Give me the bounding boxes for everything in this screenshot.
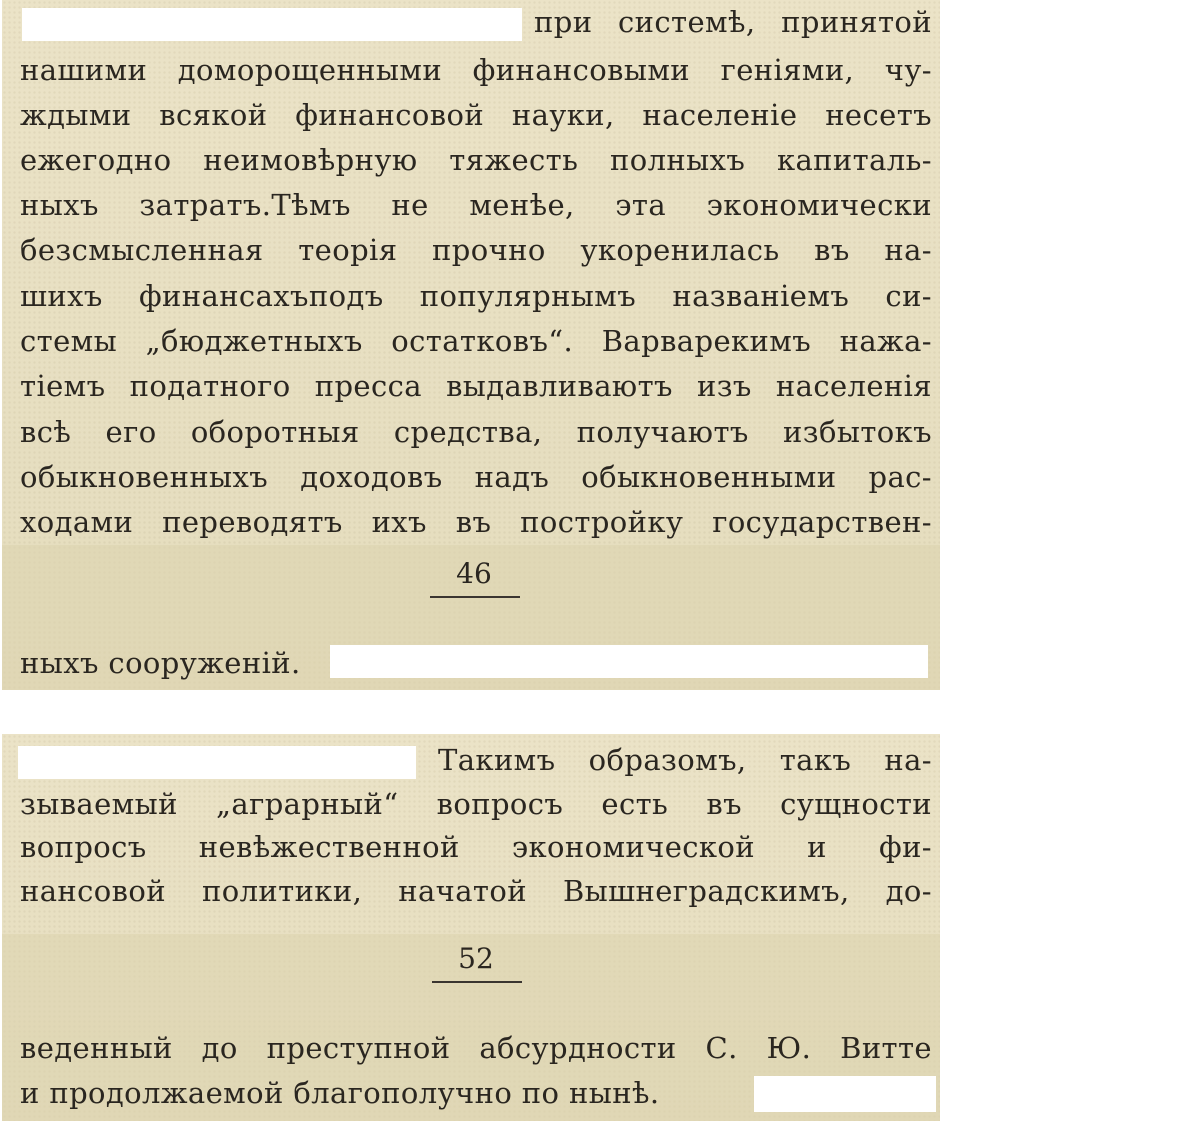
text-line: всѣ его оборотныя средства, получаютъ избытокъ (20, 415, 932, 449)
text-line: веденный до преступной абсурдности С. Ю. Витте (20, 1031, 932, 1065)
text-line: шихъ финансахъподъ популярнымъ названіемъ си- (20, 279, 932, 313)
text-line: обыкновенныхъ доходовъ надъ обыкновенными рас- (20, 460, 932, 494)
text-line: зываемый „аграрный“ вопросъ есть въ сущности (20, 787, 932, 821)
text-line: безсмысленная теорія прочно укоренилась въ на- (20, 233, 932, 267)
redaction-box (754, 1076, 936, 1112)
page-number: 46 (456, 557, 492, 590)
scan-fragment-top (2, 0, 940, 690)
text-line: ходами переводятъ ихъ въ постройку государствен- (20, 505, 932, 539)
text-line: вопросъ невѣжественной экономической и фи- (20, 830, 932, 864)
page-number: 52 (458, 942, 494, 975)
text-line: ждыми всякой финансовой науки, населеніе несетъ (20, 98, 932, 132)
redaction-box (330, 645, 928, 678)
text-line: ежегодно неимовѣрную тяжесть полныхъ капиталь- (20, 143, 932, 177)
text-line: при системѣ, принятой (534, 5, 932, 39)
text-line: Такимъ образомъ, такъ на- (438, 743, 932, 777)
page-number-rule (432, 981, 522, 983)
redaction-box (18, 746, 416, 779)
page-number-rule (430, 596, 520, 598)
text-line: нашими доморощенными финансовыми геніями, чу- (20, 53, 932, 87)
text-line: ныхъ затратъ.Тѣмъ не менѣе, эта экономически (20, 188, 932, 222)
text-line: ныхъ сооруженій. (20, 646, 301, 680)
redaction-box (22, 8, 522, 41)
scan-fragment-bottom (2, 734, 940, 1121)
text-line: и продолжаемой благополучно по нынѣ. (20, 1076, 660, 1110)
text-line: нансовой политики, начатой Вышнеградскимъ, до- (20, 874, 932, 908)
text-line: тіемъ податного пресса выдавливаютъ изъ населенія (20, 369, 932, 403)
text-line: стемы „бюджетныхъ остатковъ“. Варварекимъ нажа- (20, 324, 932, 358)
